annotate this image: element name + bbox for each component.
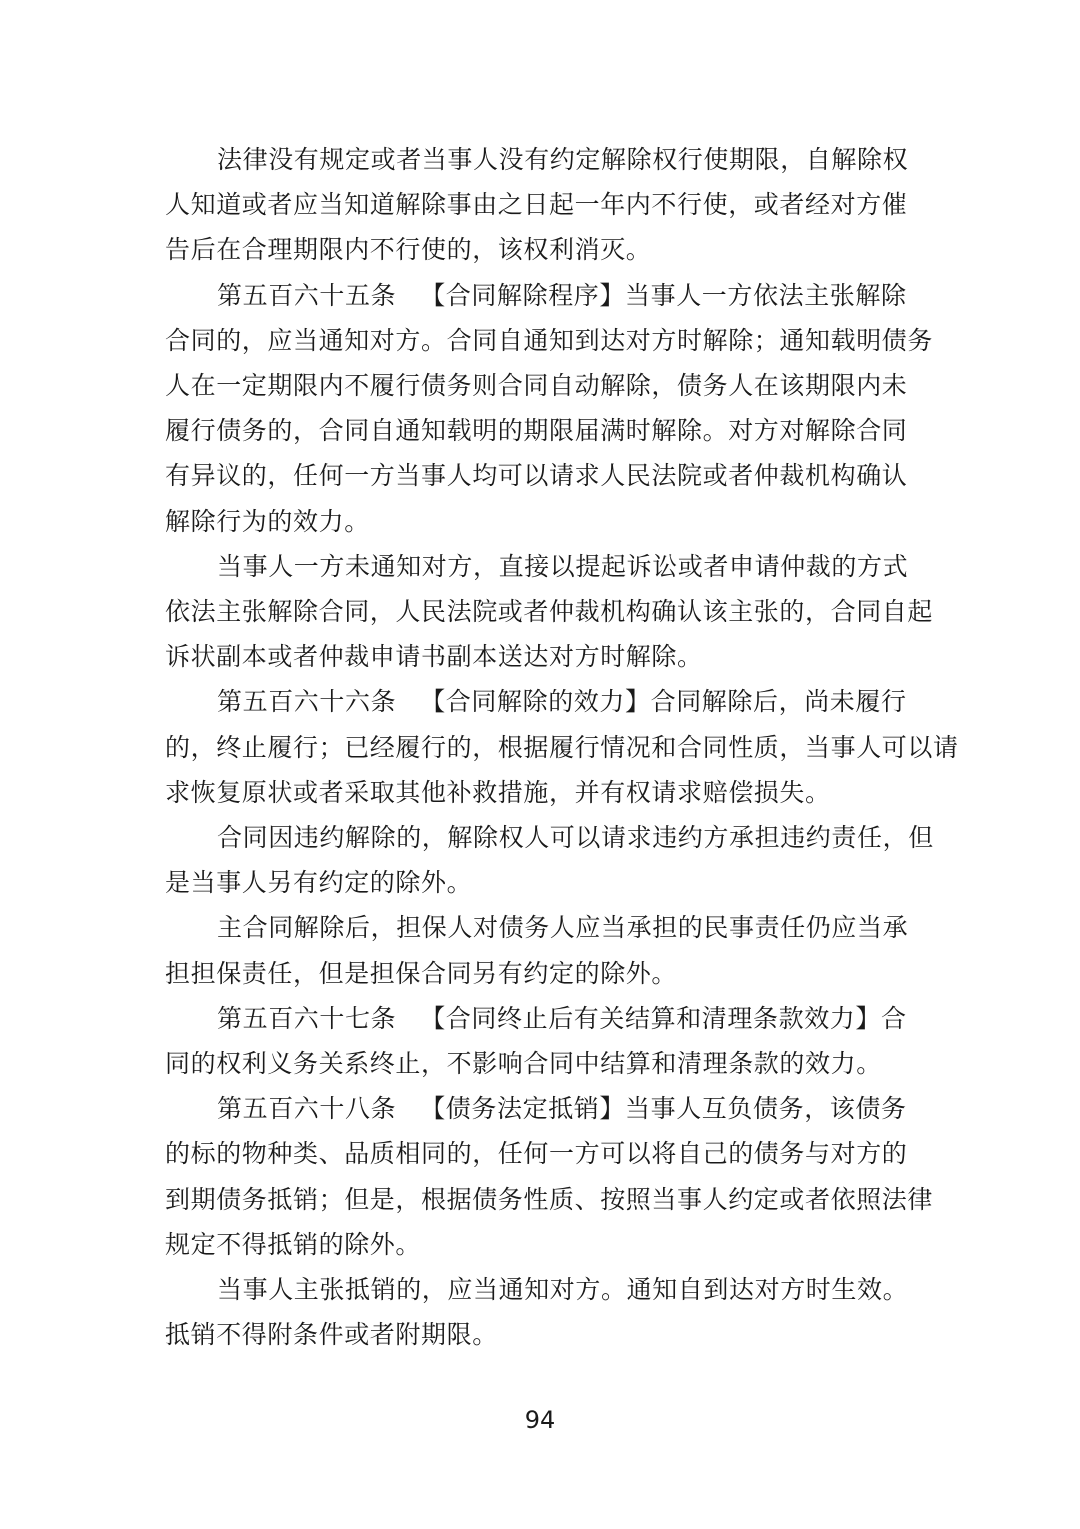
line-text: 人知道或者应当知道解除事由之日起一年内不行使，或者经对方催 <box>165 190 908 220</box>
paragraph <box>165 815 934 905</box>
line-text: 抵销不得附条件或者附期限。 <box>165 1320 498 1350</box>
document-body <box>165 137 959 1357</box>
article-number: 第五百六十六条 <box>217 687 397 717</box>
text-line <box>165 951 905 996</box>
article-paragraph <box>165 1086 934 1267</box>
line-text: 诉状副本或者仲裁申请书副本送达对方时解除。 <box>165 642 703 672</box>
text-line <box>165 499 905 544</box>
line-text: 有异议的，任何一方当事人均可以请求人民法院或者仲裁机构确认 <box>165 461 908 491</box>
text-line <box>165 1267 909 1312</box>
text-line <box>165 408 908 453</box>
text-line <box>165 679 905 724</box>
article-paragraph <box>165 273 934 544</box>
text-line <box>165 544 909 589</box>
article-number: 第五百六十五条 <box>217 280 397 310</box>
line-text: 解除行为的效力。 <box>165 506 370 536</box>
line-text: 担担保责任，但是担保合同另有约定的除外。 <box>165 958 678 988</box>
text-line <box>165 770 905 815</box>
article-number: 第五百六十七条 <box>217 1003 397 1033</box>
text-line <box>165 634 905 679</box>
line-text: 【合同解除程序】当事人一方依法主张解除 <box>420 280 907 310</box>
line-text: 告后在合理期限内不行使的，该权利消灭。 <box>165 235 652 265</box>
text-line <box>165 1222 905 1267</box>
text-line <box>165 182 908 227</box>
line-text: 的，终止履行；已经履行的，根据履行情况和合同性质，当事人可以请 <box>165 732 959 762</box>
text-line <box>165 1177 934 1222</box>
article-paragraph <box>165 679 959 815</box>
page-number: 94 <box>524 1406 556 1434</box>
paragraph <box>165 1267 909 1357</box>
text-line <box>165 589 934 634</box>
line-text: 当事人一方未通知对方，直接以提起诉讼或者申请仲裁的方式 <box>217 551 909 581</box>
text-line <box>165 318 934 363</box>
line-text: 是当事人另有约定的除外。 <box>165 868 473 898</box>
line-text: 履行债务的，合同自通知载明的期限届满时解除。对方对解除合同 <box>165 416 908 446</box>
article-paragraph <box>165 996 905 1086</box>
text-line <box>165 1041 905 1086</box>
line-text: 的标的物种类、品质相同的，任何一方可以将自己的债务与对方的 <box>165 1139 908 1169</box>
paragraph <box>165 137 909 273</box>
line-text: 法律没有规定或者当事人没有约定解除权行使期限，自解除权 <box>217 145 909 174</box>
text-line <box>165 905 909 950</box>
line-text: 【合同解除的效力】合同解除后，尚未履行 <box>420 687 907 717</box>
line-text: 合同的，应当通知对方。合同自通知到达对方时解除；通知载明债务 <box>165 325 934 355</box>
line-text: 规定不得抵销的除外。 <box>165 1229 422 1259</box>
line-text: 当事人主张抵销的，应当通知对方。通知自到达对方时生效。 <box>217 1275 909 1305</box>
text-line <box>165 1086 905 1131</box>
text-line <box>165 363 908 408</box>
text-line <box>165 1312 905 1357</box>
text-line <box>165 137 909 182</box>
line-text: 【债务法定抵销】当事人互负债务，该债务 <box>420 1094 907 1124</box>
article-number: 第五百六十八条 <box>217 1094 397 1124</box>
line-text: 依法主张解除合同，人民法院或者仲裁机构确认该主张的，合同自起 <box>165 597 934 627</box>
line-text: 合同因违约解除的，解除权人可以请求违约方承担违约责任，但 <box>217 823 934 853</box>
text-line <box>165 996 905 1041</box>
line-text: 人在一定期限内不履行债务则合同自动解除，债务人在该期限内未 <box>165 371 908 401</box>
text-line <box>165 227 905 272</box>
text-line <box>165 453 908 498</box>
text-line <box>165 860 905 905</box>
paragraph <box>165 905 909 995</box>
line-text: 求恢复原状或者采取其他补救措施，并有权请求赔偿损失。 <box>165 777 831 807</box>
text-line <box>165 273 905 318</box>
line-text: 到期债务抵销；但是，根据债务性质、按照当事人约定或者依照法律 <box>165 1184 934 1214</box>
text-line <box>165 1131 908 1176</box>
paragraph <box>165 544 934 680</box>
text-line <box>165 725 959 770</box>
line-text: 主合同解除后，担保人对债务人应当承担的民事责任仍应当承 <box>217 913 909 943</box>
line-text: 同的权利义务关系终止，不影响合同中结算和清理条款的效力。 <box>165 1049 882 1079</box>
line-text: 【合同终止后有关结算和清理条款效力】合 <box>420 1003 907 1033</box>
text-line <box>165 815 934 860</box>
